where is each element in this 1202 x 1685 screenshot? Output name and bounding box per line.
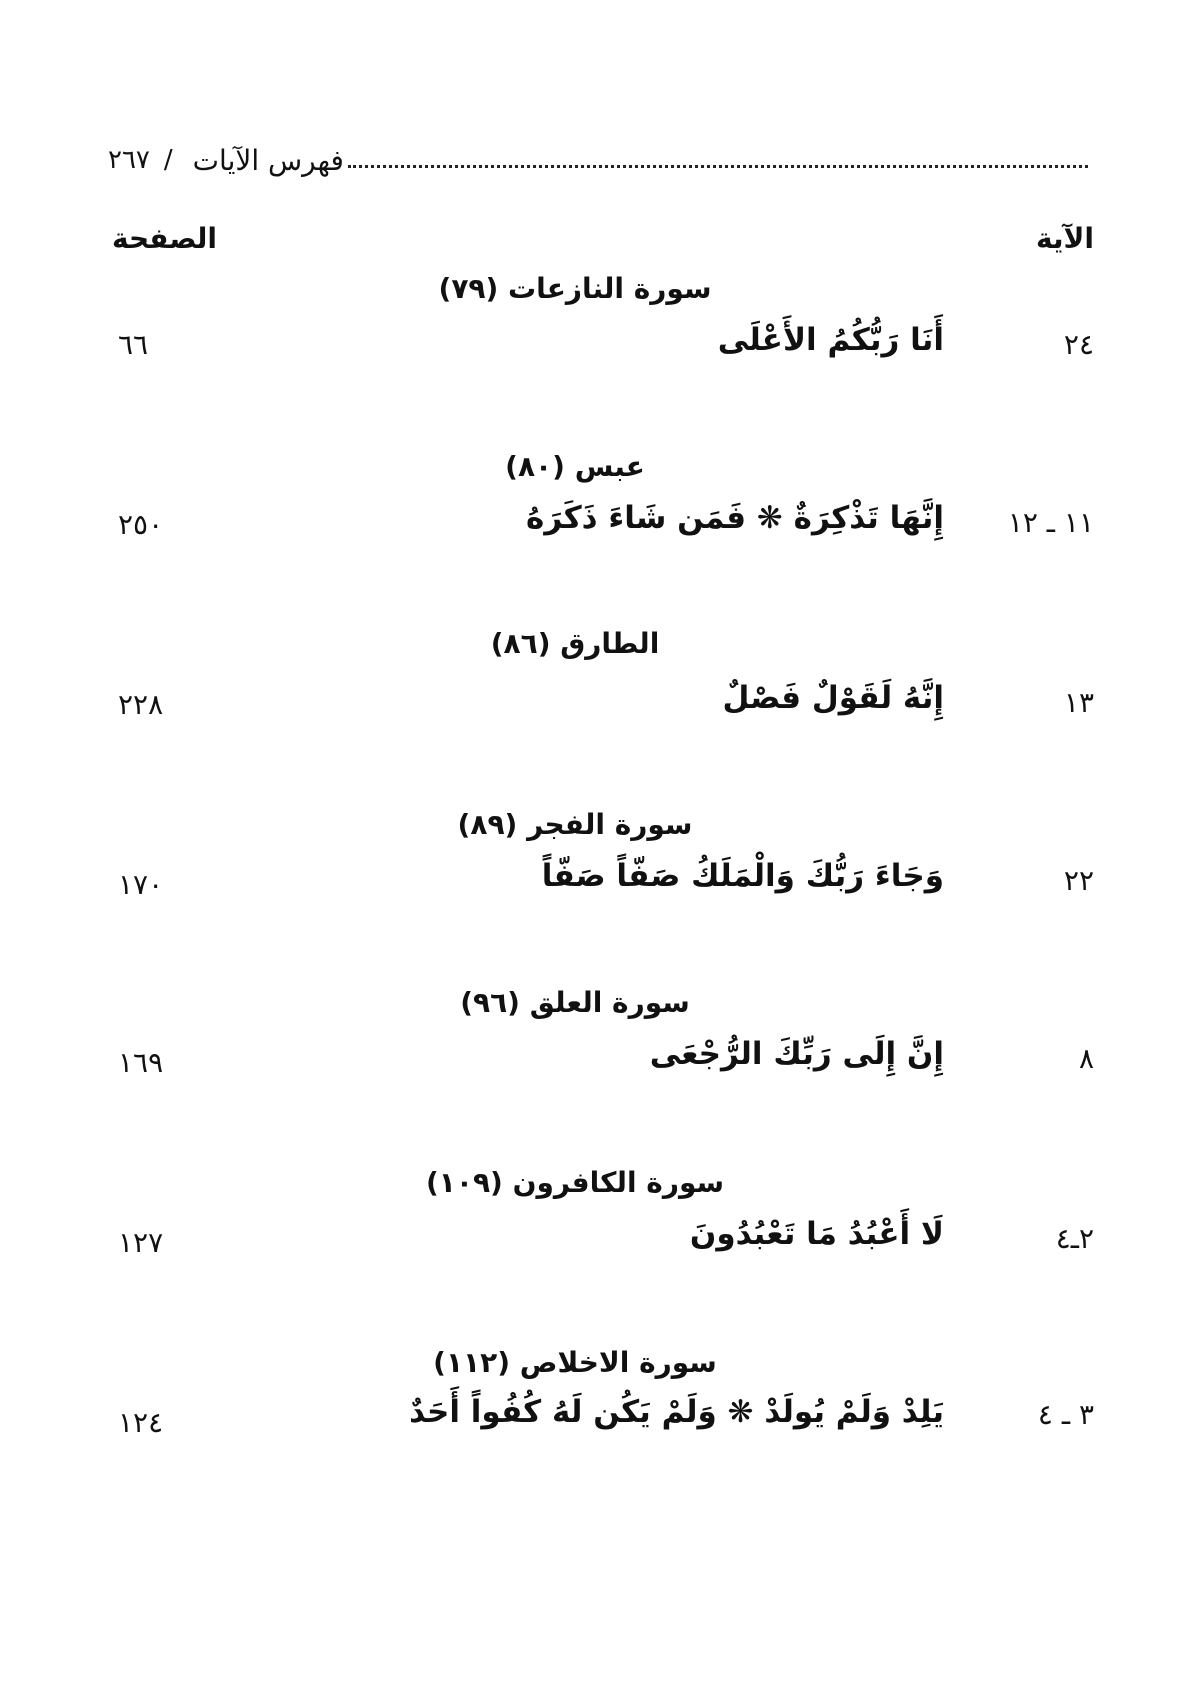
page-reference: ١٢٤ [118,1406,164,1439]
surah-title: الطارق (٨٦) [490,627,660,660]
page-reference: ١٦٩ [118,1046,164,1079]
column-heading-page: الصفحة [112,222,218,255]
page-reference: ٢٥٠ [118,508,164,541]
verse-number: ٢ـ٤ [1055,1222,1094,1255]
surah-title: سورة العلق (٩٦) [460,986,690,1019]
header-page-number: ٢٦٧ [108,145,150,175]
page-reference: ٢٢٨ [118,688,164,721]
verse-number: ٢٤ [1063,328,1094,361]
surah-title: سورة النازعات (٧٩) [438,272,712,305]
surah-title: سورة الفجر (٨٩) [457,808,693,841]
verse-text: وَجَاءَ رَبُّكَ وَالْمَلَكُ صَفّاً صَفّاً [541,858,944,894]
verse-text: إِنَّهَا تَذْكِرَةٌ ❋ فَمَن شَاءَ ذَكَرَهُ [526,500,944,536]
surah-title: سورة الكافرون (١٠٩) [425,1166,725,1199]
column-heading-verse: الآية [1036,222,1094,255]
verse-text: أَنَا رَبُّكُمُ الأَعْلَى [717,322,944,358]
dotted-leader [348,165,1088,168]
verse-text: يَلِدْ وَلَمْ يُولَدْ ❋ وَلَمْ يَكُن لَهُ كُفُواً أَحَدٌ [409,1394,944,1430]
verse-text: لَا أَعْبُدُ مَا تَعْبُدُونَ [689,1216,944,1252]
running-title: فهرس الآيات [192,143,344,177]
verse-text: إِنَّ إِلَى رَبِّكَ الرُّجْعَى [649,1036,944,1072]
verse-number: ٣ ـ ٤ [1037,1398,1094,1431]
surah-title: سورة الاخلاص (١١٢) [433,1346,717,1379]
page-reference: ٦٦ [118,328,149,361]
verse-number: ٨ [1078,1042,1094,1075]
surah-title: عبس (٨٠) [505,450,645,483]
page-reference: ١٧٠ [118,868,164,901]
verse-text: إِنَّهُ لَقَوْلٌ فَصْلٌ [722,680,944,716]
running-header [108,138,1088,182]
verse-number: ١١ ـ ١٢ [1007,506,1094,539]
verse-number: ٢٢ [1063,864,1094,897]
header-separator: / [163,145,173,175]
page-reference: ١٢٧ [118,1226,164,1259]
verse-number: ١٣ [1063,686,1094,719]
